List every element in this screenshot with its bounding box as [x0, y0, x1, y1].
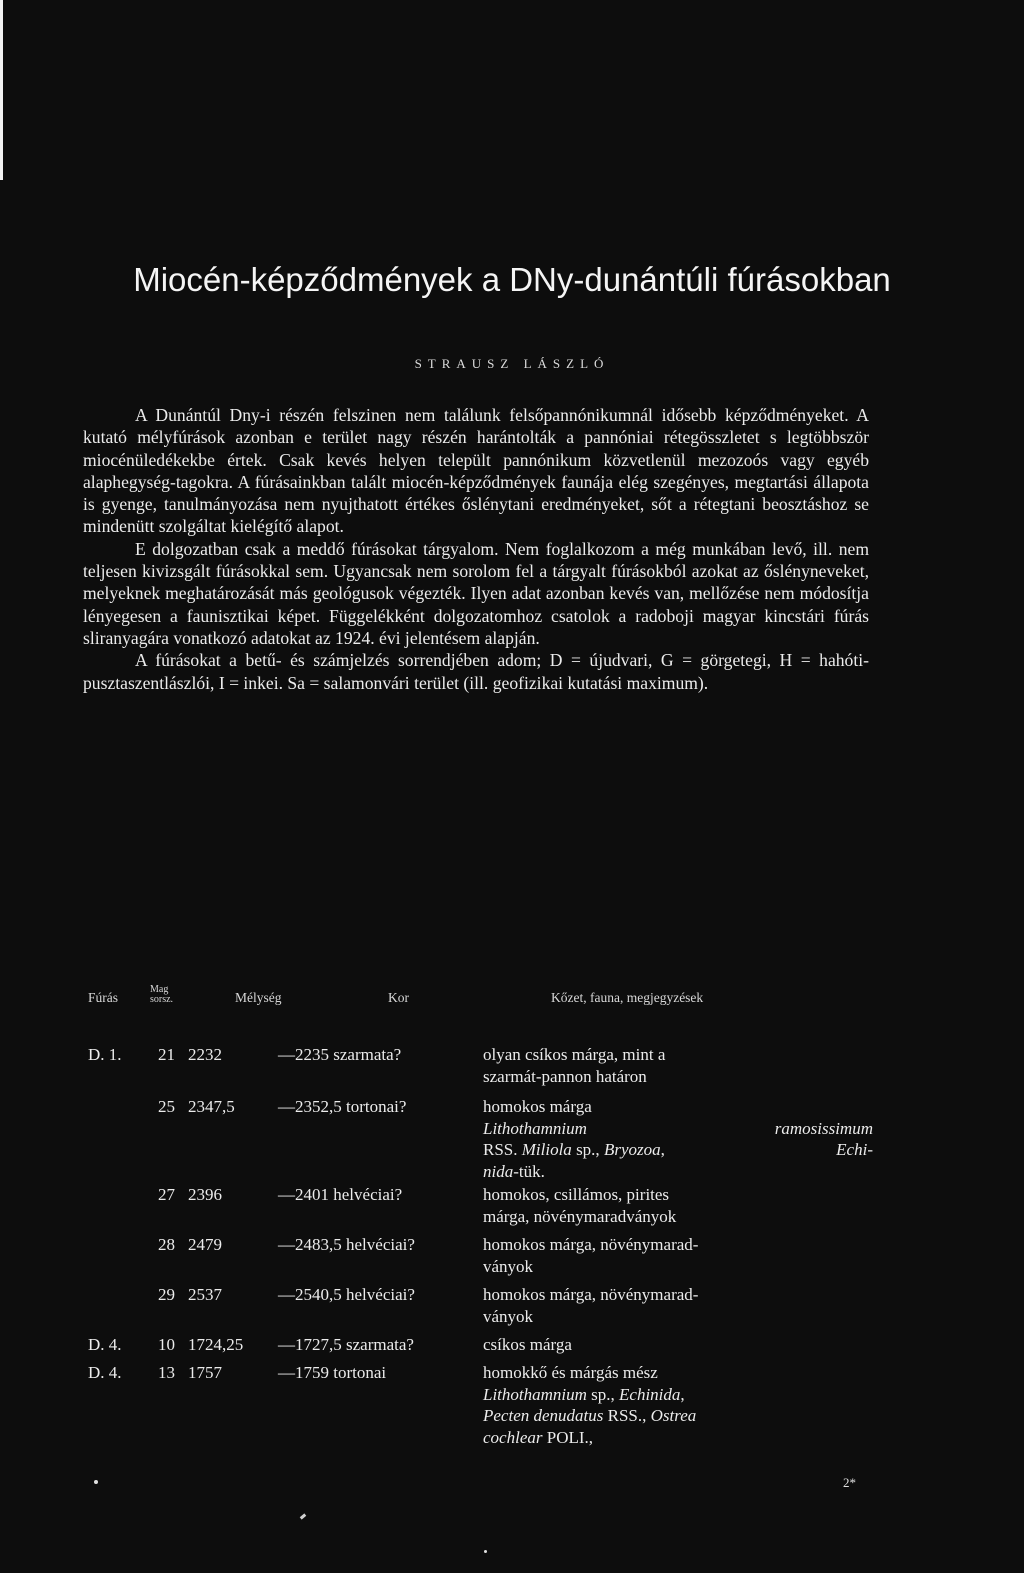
cell-sample: 25 — [158, 1097, 175, 1116]
article-body — [83, 404, 869, 694]
cell-description: homokos márga Lithothamnium ramosissimum RSS. Miliola sp., Bryozoa, Echi- nida-tük. — [483, 1097, 873, 1181]
author-name: STRAUSZ LÁSZLÓ — [414, 356, 610, 371]
cell-depth: 1757 — [188, 1363, 222, 1382]
cell-depth: 2396 — [188, 1185, 222, 1204]
cell-sample: 29 — [158, 1285, 175, 1304]
header-boring: Fúrás — [88, 990, 118, 1005]
cell-description: homokos márga, növénymarad- ványok — [483, 1235, 699, 1276]
paragraph-2: E dolgozatban csak a meddő fúrásokat tárgyalom. Nem foglalkozom a még munkában levő, ill. nem teljesen kivizsgált fúrásokkal sem. Ugyancsak nem sorolom fel a tárgyalt fúrásokból azokat az őslényneveket, melyeknek meghatározását más geológusok végezték. Ilyen adat azonban kevés van, mellőzése nem módosítja lényegesen a faunisztikai képet. Függelékként dolgozatomhoz csatolok a radoboji magyar kincstári fúrás sliranyagára vonatkozó adatokat az 1924. évi jelentésem alapján. — [83, 538, 869, 648]
cell-depth: 2232 — [188, 1045, 222, 1064]
cell-description: homokos márga, növénymarad- ványok — [483, 1285, 699, 1326]
cell-depth: 2347,5 — [188, 1097, 235, 1116]
scan-speck — [300, 1513, 307, 1519]
header-depth: Mélység — [235, 990, 282, 1005]
article-title: Miocén-képződmények a DNy-dunántúli fúrásokban — [133, 261, 891, 298]
paragraph-1: A Dunántúl Dny-i részén felszinen nem találunk felsőpannónikumnál idősebb képződményeket. A kutató mélyfúrások azonban e terület nagy részén harántolták a pannóniai rétegösszletet s legtöbbször miocénüledékekbe értek. Csak kevés helyen települt pannónikum közvetlenül mezozoós vagy egyéb alaphegység-tagokra. A fúrásainkban talált miocén-képződmények faunája elég szegényes, megtartási állapota is gyenge, tanulmányozása nem nyujthatott értékes őslénytani eredményeket, sőt a rétegtani beosztáshoz se mindenütt szolgáltat kielégítő alapot. — [83, 405, 869, 537]
scan-edge-line — [0, 0, 3, 180]
cell-sample: 28 — [158, 1235, 175, 1254]
print-dot — [484, 1550, 487, 1553]
cell-description: olyan csíkos márga, mint a szarmát-pannon határon — [483, 1045, 666, 1086]
cell-sample: 21 — [158, 1045, 175, 1064]
header-age: Kor — [388, 990, 409, 1005]
cell-depth: 1724,25 — [188, 1335, 244, 1354]
cell-age: —2352,5 tortonai? — [278, 1097, 407, 1116]
cell-boring: D. 4. — [88, 1363, 122, 1382]
header-sample-line2: sorsz. — [150, 994, 174, 1005]
cell-age: —1727,5 szarmata? — [278, 1335, 414, 1354]
cell-age: —2235 szarmata? — [278, 1045, 402, 1064]
cell-description: csíkos márga — [483, 1335, 572, 1354]
cell-depth: 2479 — [188, 1235, 222, 1254]
cell-depth: 2537 — [188, 1285, 222, 1304]
cell-description: homokkő és márgás mész Lithothamnium sp., Echinida, Pecten denudatus RSS., Ostrea cochlear POLI., — [483, 1363, 697, 1447]
cell-boring: D. 4. — [88, 1335, 122, 1354]
cell-sample: 13 — [158, 1363, 175, 1382]
header-desc: Kőzet, fauna, megjegyzések — [551, 990, 704, 1005]
cell-age: —2540,5 helvéciai? — [278, 1285, 415, 1304]
page-number: 2* — [843, 1475, 856, 1490]
cell-age: —1759 tortonai — [278, 1363, 387, 1382]
header-sample — [150, 985, 173, 1005]
cell-sample: 10 — [158, 1335, 175, 1354]
print-dot — [94, 1480, 98, 1484]
cell-boring: D. 1. — [88, 1045, 122, 1064]
cell-age: —2401 helvéciai? — [278, 1185, 403, 1204]
header-sample-line1: Mag — [150, 984, 169, 995]
cell-description: homokos, csillámos, pirites márga, növénymaradványok — [483, 1185, 677, 1226]
cell-age: —2483,5 helvéciai? — [278, 1235, 415, 1254]
cell-sample: 27 — [158, 1185, 175, 1204]
paragraph-3: A fúrásokat a betű- és számjelzés sorrendjében adom; D = újudvari, G = görgetegi, H = hahóti-pusztaszentlászlói, I = inkei. Sa = salamonvári terület (ill. geofizikai kutatási maximum). — [83, 650, 869, 693]
